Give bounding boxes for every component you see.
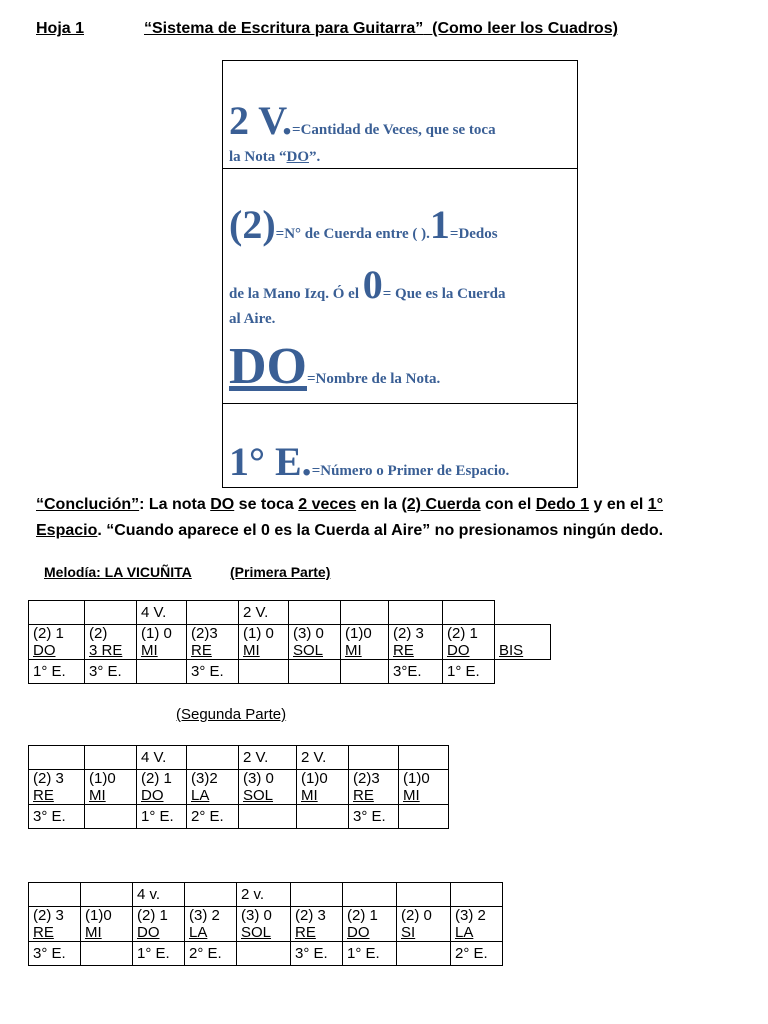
table-cell — [289, 601, 341, 625]
table-cell — [237, 942, 291, 966]
conclusion-finger: Dedo 1 — [535, 496, 590, 513]
table-cell: 3° E. — [349, 805, 399, 829]
table-cell — [81, 942, 133, 966]
melody-table-part3 — [28, 882, 503, 966]
table-cell: (1)0 MI — [341, 625, 389, 660]
document-title — [144, 20, 618, 38]
table-cell: (2) 1 DO — [133, 907, 185, 942]
table-cell: 2° E. — [185, 942, 237, 966]
table-cell: (3)2 LA — [187, 770, 239, 805]
table-row-space — [29, 805, 449, 829]
table-cell: 3° E. — [29, 942, 81, 966]
table-cell: 2° E. — [451, 942, 503, 966]
legend-finger-text: =Dedos — [449, 226, 498, 242]
conclusion-paragraph — [36, 492, 736, 544]
table-cell: 3°E. — [389, 660, 443, 684]
table-cell: (3) 0 SOL — [237, 907, 291, 942]
conclusion-text: con el — [480, 496, 536, 513]
table-cell: 2° E. — [187, 805, 239, 829]
legend-note-name: DO — [286, 149, 309, 165]
conclusion-times: 2 veces — [298, 496, 357, 513]
conclusion-text: . “Cuando aparece el 0 es la Cuerda al Aire” no presionamos ningún dedo. — [97, 522, 664, 539]
table-cell: (1)0 MI — [85, 770, 137, 805]
table-cell — [137, 660, 187, 684]
table-cell: (1) 0 MI — [239, 625, 289, 660]
legend-string-text: =N° de Cuerda entre ( ). — [275, 226, 430, 242]
table-cell: 3° E. — [29, 805, 85, 829]
table-cell: 4 V. — [137, 746, 187, 770]
legend-note-text-a: la Nota “ — [229, 149, 287, 165]
legend-section-times — [223, 61, 577, 169]
title-main: “Sistema de Escritura para Guitarra” — [144, 20, 424, 37]
legend-box — [222, 60, 578, 488]
table-row-space — [29, 942, 503, 966]
title-sub: (Como leer los Cuadros) — [432, 20, 618, 37]
table-cell: (1)0 MI — [81, 907, 133, 942]
table-cell: (2) 3 RE — [29, 907, 81, 942]
legend-section-string — [223, 169, 577, 404]
table-cell: 2 V. — [239, 601, 289, 625]
table-cell — [85, 601, 137, 625]
legend-times-symbol: 2 V. — [229, 98, 293, 143]
table-cell: (3) 0 SOL — [239, 770, 297, 805]
conclusion-space-number: 1° — [647, 496, 664, 513]
table-cell: (2)3 RE — [187, 625, 239, 660]
table-cell — [389, 601, 443, 625]
table-cell — [399, 746, 449, 770]
table-cell: 1° E. — [29, 660, 85, 684]
table-row-string-note — [29, 625, 551, 660]
table-cell: (2) 1 DO — [443, 625, 495, 660]
table-cell — [397, 883, 451, 907]
legend-air-text: al Aire. — [229, 311, 276, 327]
table-row-space — [29, 660, 551, 684]
legend-hand-text: de la Mano Izq. Ó el — [229, 286, 359, 302]
table-cell: (2) 0 SI — [397, 907, 451, 942]
table-cell-bis: BIS — [495, 625, 551, 660]
table-cell — [29, 601, 85, 625]
table-cell: (2) 3 RE — [29, 770, 85, 805]
table-cell: 1° E. — [443, 660, 495, 684]
conclusion-string: (2) Cuerda — [401, 496, 481, 513]
table-cell — [81, 883, 133, 907]
table-cell: 4 v. — [133, 883, 185, 907]
table-cell: 1° E. — [137, 805, 187, 829]
table-cell: (3) 2 LA — [451, 907, 503, 942]
table-cell: 3° E. — [85, 660, 137, 684]
conclusion-heading: “Conclución” — [36, 496, 140, 513]
table-cell: 3° E. — [291, 942, 343, 966]
part-one-title: (Primera Parte) — [230, 564, 331, 580]
table-cell: (1) 0 MI — [137, 625, 187, 660]
table-cell: (1)0 MI — [399, 770, 449, 805]
legend-finger-symbol: 1 — [429, 202, 450, 247]
table-cell — [349, 746, 399, 770]
table-cell — [187, 601, 239, 625]
legend-section-space — [223, 404, 577, 489]
table-cell — [29, 883, 81, 907]
table-row-times — [29, 601, 551, 625]
table-cell: (2)3 RE — [349, 770, 399, 805]
legend-zero-symbol: 0 — [362, 262, 383, 307]
table-cell: (2) 1 DO — [137, 770, 187, 805]
table-cell — [341, 660, 389, 684]
conclusion-text: en la — [356, 496, 402, 513]
legend-note-name-text: =Nombre de la Nota. — [307, 371, 441, 387]
table-cell — [443, 601, 495, 625]
table-cell — [341, 601, 389, 625]
table-cell — [85, 805, 137, 829]
legend-note-text-b: ”. — [309, 149, 321, 165]
table-cell — [239, 805, 297, 829]
table-cell: (3) 2 LA — [185, 907, 237, 942]
table-cell: (2) 3 RE — [389, 625, 443, 660]
table-cell: (2) 1 DO — [29, 625, 85, 660]
table-cell: 2 v. — [237, 883, 291, 907]
melody-table-part2 — [28, 745, 449, 829]
table-cell: (2) 3 RE — [291, 907, 343, 942]
sheet-label: Hoja 1 — [36, 20, 85, 37]
table-cell: 3° E. — [187, 660, 239, 684]
table-cell — [399, 805, 449, 829]
table-cell — [291, 883, 343, 907]
legend-note-symbol: DO — [229, 338, 307, 395]
table-cell — [239, 660, 289, 684]
conclusion-text: : La nota — [139, 496, 211, 513]
table-cell: (2) 3 RE — [85, 625, 137, 660]
table-cell — [187, 746, 239, 770]
table-cell: 2 V. — [297, 746, 349, 770]
table-cell — [343, 883, 397, 907]
table-row-string-note — [29, 770, 449, 805]
legend-space-symbol: 1° E. — [229, 439, 312, 484]
table-cell: (1)0 MI — [297, 770, 349, 805]
melody-table-part1 — [28, 600, 551, 684]
table-cell — [185, 883, 237, 907]
table-row-string-note — [29, 907, 503, 942]
table-cell: 4 V. — [137, 601, 187, 625]
table-cell: 2 V. — [239, 746, 297, 770]
table-cell — [451, 883, 503, 907]
conclusion-space-word: Espacio — [36, 522, 98, 539]
table-cell: (3) 0 SOL — [289, 625, 341, 660]
table-cell — [397, 942, 451, 966]
legend-space-text: =Número o Primer de Espacio. — [311, 463, 510, 479]
part-two-title: (Segunda Parte) — [176, 706, 287, 723]
table-cell — [85, 746, 137, 770]
table-cell: 1° E. — [133, 942, 185, 966]
legend-string-symbol: (2) — [229, 202, 276, 247]
table-cell — [289, 660, 341, 684]
table-cell — [29, 746, 85, 770]
conclusion-note: DO — [210, 496, 235, 513]
conclusion-text: se toca — [234, 496, 299, 513]
legend-times-text: =Cantidad de Veces, que se toca — [292, 122, 496, 138]
table-cell: 1° E. — [343, 942, 397, 966]
table-row-times — [29, 746, 449, 770]
melody-title: Melodía: LA VICUÑITA — [44, 564, 192, 580]
legend-zero-text: = Que es la Cuerda — [382, 286, 506, 302]
table-row-times — [29, 883, 503, 907]
conclusion-text: y en el — [589, 496, 648, 513]
table-cell — [297, 805, 349, 829]
table-cell: (2) 1 DO — [343, 907, 397, 942]
